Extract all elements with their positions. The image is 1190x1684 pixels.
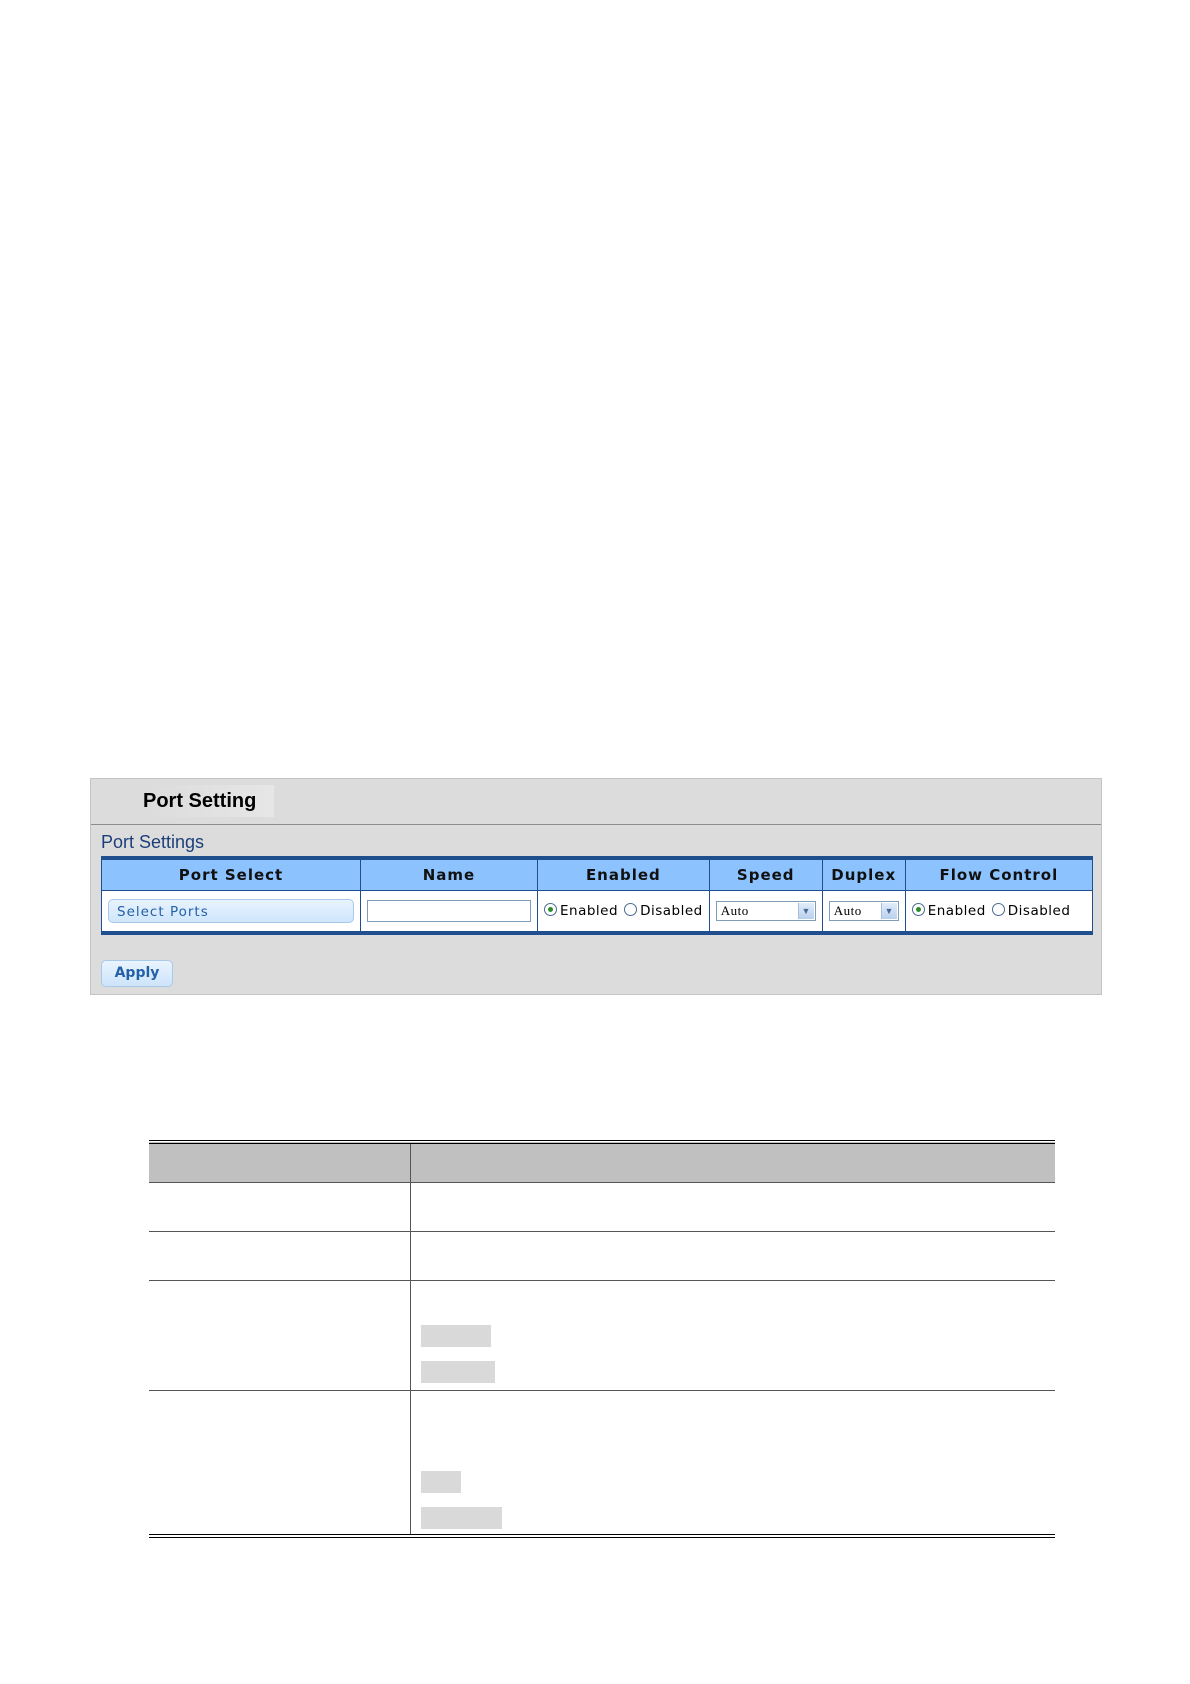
name-cell: [361, 891, 538, 934]
table-row: [102, 891, 1093, 934]
port-select-cell: [102, 891, 361, 934]
description-object-cell: [149, 1232, 411, 1281]
flow-control-option-disabled[interactable]: [992, 903, 1071, 919]
description-text-cell: [411, 1391, 1056, 1537]
page-title: Port Setting: [143, 785, 274, 817]
enabled-option-disabled-label: Disabled: [640, 903, 703, 919]
table-row: [149, 1232, 1055, 1281]
radio-unselected-icon: [992, 903, 1005, 916]
speed-cell: [709, 891, 822, 934]
description-object-cell: [149, 1281, 411, 1391]
duplex-select[interactable]: [829, 901, 899, 921]
table-row: [149, 1391, 1055, 1537]
flow-control-cell: [905, 891, 1092, 934]
select-ports-button[interactable]: Select Ports: [108, 899, 354, 923]
option-chip: [421, 1507, 502, 1529]
port-setting-panel: [90, 778, 1102, 995]
description-header-description: [411, 1142, 1056, 1183]
table-row: [149, 1281, 1055, 1391]
chevron-down-icon: ▼: [798, 903, 814, 919]
enabled-cell: [538, 891, 710, 934]
duplex-cell: [822, 891, 905, 934]
title-divider: [91, 824, 1101, 825]
description-header-row: [149, 1142, 1055, 1183]
enabled-option-enabled-label: Enabled: [560, 903, 619, 919]
speed-select[interactable]: [716, 901, 816, 921]
column-header-enabled: Enabled: [538, 858, 710, 891]
description-object-cell: [149, 1183, 411, 1232]
column-header-name: Name: [361, 858, 538, 891]
radio-selected-icon: [912, 903, 925, 916]
flow-control-option-enabled[interactable]: [912, 903, 986, 919]
flow-control-option-disabled-label: Disabled: [1007, 903, 1071, 919]
description-text-cell: [411, 1183, 1056, 1232]
option-chip: [421, 1361, 495, 1383]
flow-control-option-enabled-label: Enabled: [927, 903, 986, 919]
radio-unselected-icon: [624, 903, 637, 916]
description-header-object: [149, 1142, 411, 1183]
table-header-row: [102, 858, 1093, 891]
description-object-cell: [149, 1391, 411, 1537]
enabled-option-enabled[interactable]: [544, 903, 618, 919]
column-header-speed: Speed: [709, 858, 822, 891]
port-name-input[interactable]: [367, 900, 531, 922]
section-title: Port Settings: [101, 832, 205, 852]
table-row: [149, 1183, 1055, 1232]
column-header-duplex: Duplex: [822, 858, 905, 891]
column-header-port-select: Port Select: [102, 858, 361, 891]
description-text-cell: [411, 1281, 1056, 1391]
duplex-selected-value: Auto: [833, 903, 862, 918]
option-chip: [421, 1325, 491, 1347]
radio-selected-icon: [544, 903, 557, 916]
description-text-cell: [411, 1232, 1056, 1281]
chevron-down-icon: ▼: [881, 903, 897, 919]
apply-button[interactable]: Apply: [101, 960, 173, 987]
enabled-option-disabled[interactable]: [624, 903, 703, 919]
description-table: [149, 1140, 1055, 1538]
speed-selected-value: Auto: [720, 903, 749, 918]
port-settings-table: [101, 856, 1093, 935]
option-chip: [421, 1471, 461, 1493]
column-header-flow-control: Flow Control: [905, 858, 1092, 891]
